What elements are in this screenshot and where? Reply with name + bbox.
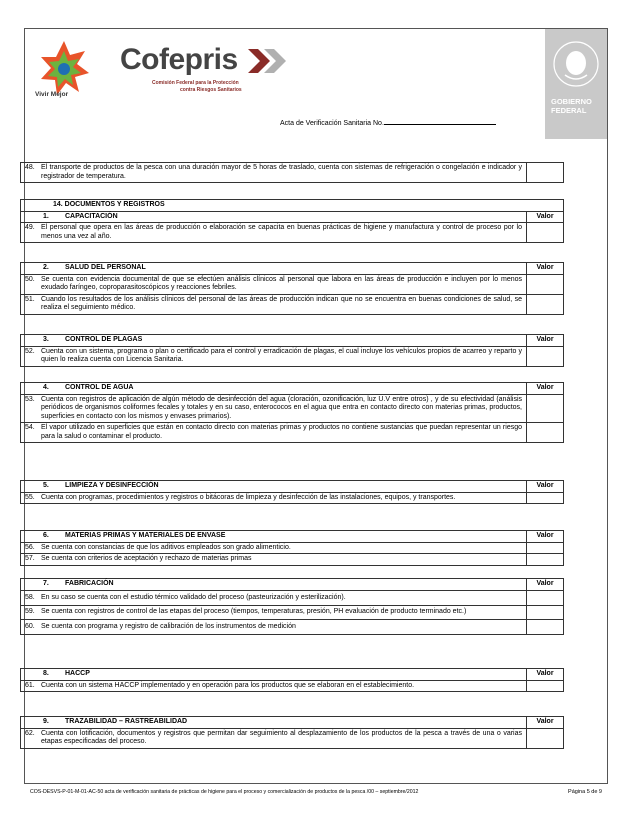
value-cell[interactable] — [527, 591, 563, 606]
table-row — [21, 553, 563, 565]
section-number: 4. — [43, 384, 49, 391]
valor-header: Valor — [536, 384, 554, 391]
section-6-block — [20, 530, 564, 566]
item-number: 49. — [25, 224, 35, 231]
item-text: Cuenta con un sistema, programa o plan o certificado para el control y erradicación de plagas, el cual incluye los vehículos propios de acarreo y reparto y quien lo realiza cuenta con Licencia Sanitaria. — [41, 347, 522, 363]
item-number: 58. — [25, 593, 35, 601]
section-14-block — [20, 199, 564, 243]
item-number: 52. — [25, 347, 35, 355]
section-number: 7. — [43, 580, 49, 587]
table-row — [21, 422, 563, 442]
item-number: 54. — [25, 424, 35, 431]
item-text: En su caso se cuenta con el estudio térmico validado del proceso (pasteurización y esterilización). — [41, 593, 346, 601]
value-cell[interactable] — [527, 163, 563, 182]
valor-header: Valor — [536, 336, 554, 343]
table-row — [21, 346, 563, 366]
valor-header: Valor — [536, 670, 554, 677]
cofepris-subtitle-1: Comisión Federal para la Protección — [152, 80, 239, 86]
item-text: Cuenta con lotificación, documentos y registros que permitan dar seguimiento al desplazamiento de los productos de la pesca a través de una o varias etapas especificadas del proceso. — [41, 729, 522, 745]
item-text: El personal que opera en las áreas de producción o elaboración se capacita en buenas prácticas de higiene y manufactura y control de proceso por lo menos una vez al año. — [41, 224, 522, 240]
section-title: FABRICACIÓN — [65, 580, 114, 587]
value-cell[interactable] — [527, 606, 563, 619]
acta-number-field[interactable] — [384, 118, 496, 125]
vivir-mejor-logo — [35, 37, 93, 109]
cofepris-name: Cofepris — [120, 43, 238, 76]
federal-label: FEDERAL — [551, 106, 587, 115]
section-3-block — [20, 334, 564, 367]
gobierno-federal-text — [551, 97, 592, 115]
section-4-block — [20, 382, 564, 443]
value-cell[interactable] — [527, 223, 563, 242]
item-text: Cuenta con registros de aplicación de algún método de desinfección del agua (cloración, ozonificación, luz U.V entre otros) , y de su efectividad (análisis periódicos de organismos coliformes fecales y totales y en su caso, enterococos en el agua que entra en contacto directo con materias primas, productos, superficies en contacto con los mismos y envases primarios). — [41, 395, 522, 420]
section-header — [21, 717, 563, 728]
item-text: Se cuenta con criterios de aceptación y rechazo de materias primas — [41, 555, 252, 562]
table-row — [21, 619, 563, 635]
section-5-block — [20, 480, 564, 504]
section-2-block — [20, 262, 564, 315]
section-title: MATERIAS PRIMAS Y MATERIALES DE ENVASE — [65, 532, 226, 539]
item-text: Se cuenta con constancias de que los aditivos empleados son grado alimenticio. — [41, 543, 291, 551]
table-row — [21, 163, 563, 182]
item-number: 48. — [25, 164, 35, 171]
section-number: 5. — [43, 482, 49, 489]
value-cell[interactable] — [527, 423, 563, 442]
value-cell[interactable] — [527, 295, 563, 314]
item-text: Se cuenta con registros de control de las etapas del proceso (tiempos, temperaturas, presión, PH evaluación de producto terminado etc.) — [41, 608, 467, 615]
value-cell[interactable] — [527, 681, 563, 692]
valor-header: Valor — [536, 264, 554, 271]
table-row — [21, 680, 563, 692]
item-48-block — [20, 162, 564, 183]
section-title: CONTROL DE AGUA — [65, 384, 134, 391]
item-number: 60. — [25, 622, 35, 630]
valor-header: Valor — [536, 580, 554, 587]
item-number: 61. — [25, 681, 35, 689]
cofepris-subtitle-2: contra Riesgos Sanitarios — [180, 87, 242, 93]
item-text: Se cuenta con evidencia documental de que se efectúen análisis clínicos al personal que labora en las áreas de producción e incluyen por lo menos exudado faríngeo, coproparasitoscópicos y reacciones febriles. — [41, 275, 522, 291]
section-header — [21, 669, 563, 680]
section-header — [21, 211, 563, 223]
table-row — [21, 605, 563, 619]
valor-header: Valor — [536, 718, 554, 725]
national-seal-icon — [553, 39, 599, 89]
section-title: CONTROL DE PLAGAS — [65, 336, 143, 343]
value-cell[interactable] — [527, 493, 563, 504]
chevron-arrows-icon — [248, 49, 292, 73]
value-cell[interactable] — [527, 395, 563, 423]
table-row — [21, 294, 563, 314]
acta-label: Acta de Verificación Sanitaria No. — [280, 120, 384, 127]
section-title: TRAZABILIDAD – RASTREABILIDAD — [65, 718, 188, 725]
item-text: El vapor utilizado en superficies que están en contacto directo con materias primas y productos no contiene sustancias que puedan representar un riesgo para la salud o contaminar el producto. — [41, 424, 522, 440]
table-row — [21, 394, 563, 423]
valor-header: Valor — [536, 482, 554, 489]
section-14-title: 14. DOCUMENTOS Y REGISTROS — [53, 201, 165, 208]
value-cell[interactable] — [527, 347, 563, 366]
item-number: 59. — [25, 608, 35, 615]
section-number: 1. — [43, 212, 49, 220]
item-text: Cuenta con programas, procedimientos y registros o bitácoras de limpieza y desinfección de las instalaciones, equipos, y transportes. — [41, 493, 456, 501]
value-cell[interactable] — [527, 729, 563, 748]
section-header — [21, 335, 563, 346]
vivir-mejor-text: Vivir Mejor — [35, 91, 69, 98]
item-text: Cuando los resultados de los análisis clínicos del personal de las áreas de producción indican que no se encuentra en buenas condiciones de salud, se realiza el seguimiento médico. — [41, 295, 522, 311]
table-row — [21, 590, 563, 606]
page-footer — [30, 789, 610, 795]
value-cell[interactable] — [527, 620, 563, 635]
item-number: 50. — [25, 275, 35, 283]
section-number: 8. — [43, 670, 49, 677]
table-row — [21, 492, 563, 504]
acta-number-line — [280, 118, 496, 127]
valor-header: Valor — [536, 212, 554, 220]
star-logo-icon — [35, 37, 93, 109]
section-8-block — [20, 668, 564, 692]
item-text: Se cuenta con programa y registro de calibración de los instrumentos de medición — [41, 622, 296, 630]
item-number: 51. — [25, 295, 35, 303]
section-number: 9. — [43, 718, 49, 725]
section-header — [21, 383, 563, 394]
value-cell[interactable] — [527, 275, 563, 294]
cofepris-logo — [120, 43, 295, 103]
table-row — [21, 274, 563, 294]
section-number: 6. — [43, 532, 49, 539]
table-row — [21, 728, 563, 748]
gobierno-federal-panel — [545, 29, 607, 139]
section-title: SALUD DEL PERSONAL — [65, 264, 146, 271]
item-text: Cuenta con un sistema HACCP implementado y en operación para los productos que se elaboran en el establecimiento. — [41, 681, 415, 689]
item-number: 55. — [25, 493, 35, 501]
table-row — [21, 222, 563, 242]
item-number: 57. — [25, 555, 35, 562]
table-row — [21, 542, 563, 554]
section-7-block — [20, 578, 564, 635]
section-header — [21, 531, 563, 542]
section-14-header — [21, 200, 563, 211]
section-number: 3. — [43, 336, 49, 343]
gobierno-label: GOBIERNO — [551, 97, 592, 106]
value-cell[interactable] — [527, 554, 563, 565]
section-title: CAPACITACIÓN — [65, 212, 118, 220]
item-text: El transporte de productos de la pesca con una duración mayor de 5 horas de traslado, cuenta con sistemas de refrigeración o congelación e indicador y registrador de temperatura. — [41, 164, 522, 180]
section-header — [21, 263, 563, 274]
document-code: COS-DESVS-P-01-M-01-AC-50 acta de verificación sanitaria de prácticas de higiene para el proceso y comercialización de productos de la pesca /00 – septiembre/2012 — [30, 789, 419, 795]
item-number: 62. — [25, 729, 35, 737]
item-number: 56. — [25, 543, 35, 551]
section-header — [21, 481, 563, 492]
section-number: 2. — [43, 264, 49, 271]
value-cell[interactable] — [527, 543, 563, 554]
section-title: LIMPIEZA Y DESINFECCIÓN — [65, 482, 159, 489]
valor-header: Valor — [536, 532, 554, 539]
section-header — [21, 579, 563, 590]
page-number: Página 5 de 9 — [568, 789, 602, 795]
item-number: 53. — [25, 395, 35, 403]
section-title: HACCP — [65, 670, 90, 677]
section-9-block — [20, 716, 564, 749]
